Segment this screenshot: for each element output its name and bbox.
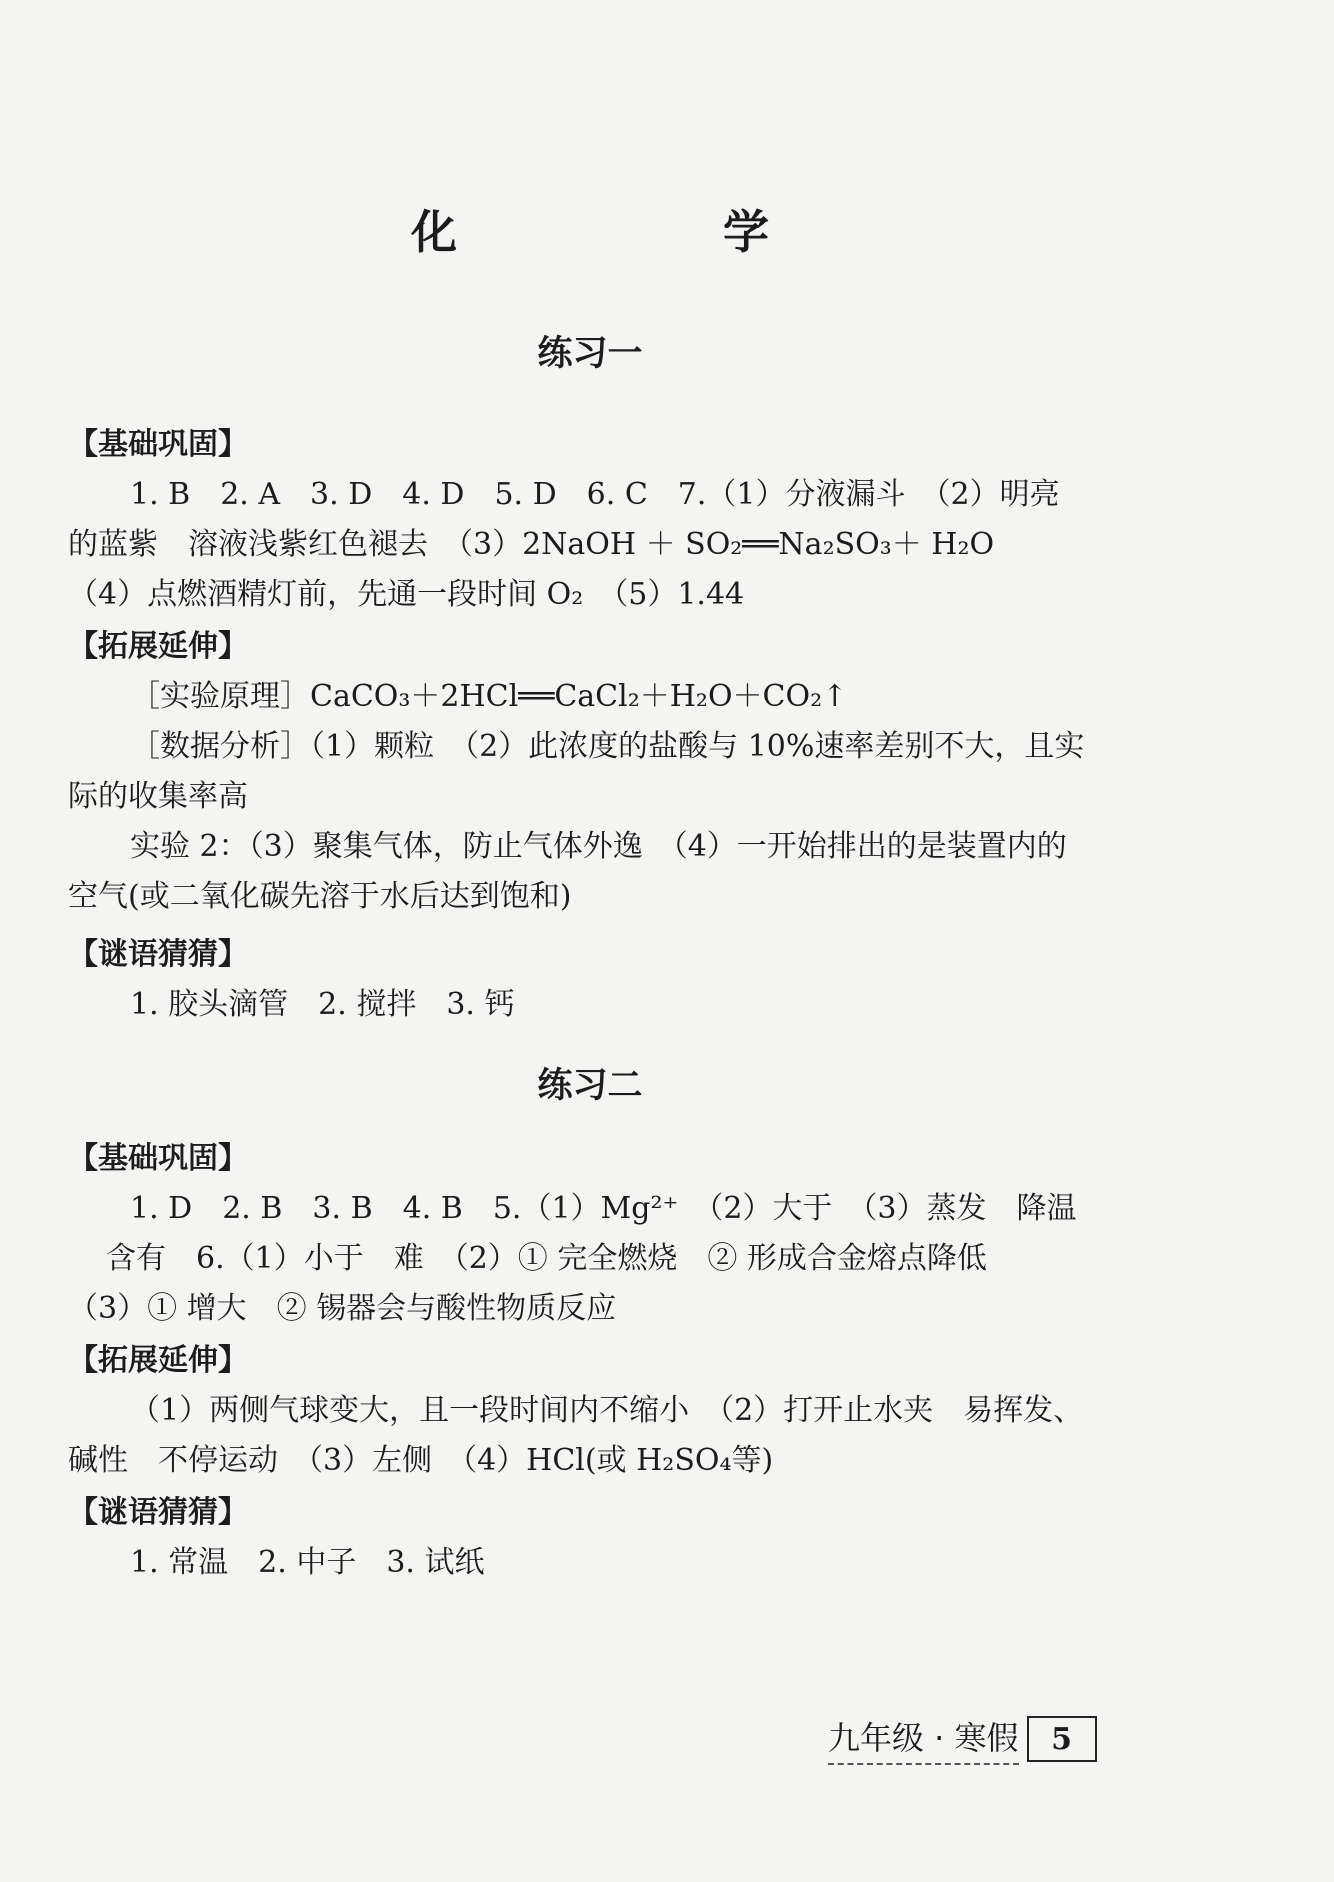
grade-label: 九年级 · 寒假 <box>828 1713 1019 1765</box>
answer-line: 空气(或二氧化碳先溶于水后达到饱和) <box>68 879 572 914</box>
answer-line: 1. 常温 2. 中子 3. 试纸 <box>130 1545 485 1580</box>
section-1-extension <box>68 622 1124 922</box>
answer-line: 的蓝紫 溶液浅紫红色褪去 （3）2NaOH ＋ SO₂══Na₂SO₃＋ H₂O <box>68 527 995 562</box>
heading-riddle: 【谜语猜猜】 <box>68 937 248 972</box>
heading-basic: 【基础巩固】 <box>68 427 248 462</box>
section-2-extension <box>68 1336 1124 1486</box>
answer-line: 实验 2：（3）聚集气体，防止气体外逸 （4）一开始排出的是装置内的 <box>130 829 1067 864</box>
answer-line: 际的收集率高 <box>68 779 248 814</box>
heading-riddle: 【谜语猜猜】 <box>68 1495 248 1530</box>
answer-line: ［实验原理］CaCO₃＋2HCl══CaCl₂＋H₂O＋CO₂↑ <box>130 679 848 714</box>
section-title-1: 练习一 <box>537 334 643 374</box>
answer-line: （3）① 增大 ② 锡器会与酸性物质反应 <box>68 1291 617 1326</box>
page-footer <box>828 1716 1097 1762</box>
section-title-2: 练习二 <box>537 1066 643 1106</box>
subject-title: 化 学 <box>411 205 879 259</box>
answer-line: 1. D 2. B 3. B 4. B 5.（1）Mg²⁺ （2）大于 （3）蒸发 降温 <box>130 1191 1077 1226</box>
heading-extension: 【拓展延伸】 <box>68 1343 248 1378</box>
answer-line: ［数据分析］（1）颗粒 （2）此浓度的盐酸与 10%速率差别不大，且实 <box>130 729 1085 764</box>
answer-line: 1. B 2. A 3. D 4. D 5. D 6. C 7.（1）分液漏斗 （2）明亮 <box>130 477 1060 512</box>
section-1-riddle <box>68 930 1124 1030</box>
answer-line: （1）两侧气球变大，且一段时间内不缩小 （2）打开止水夹 易挥发、 <box>130 1393 1084 1428</box>
answer-line: 碱性 不停运动 （3）左侧 （4）HCl(或 H₂SO₄等) <box>68 1443 774 1478</box>
heading-extension: 【拓展延伸】 <box>68 629 248 664</box>
section-1-basic <box>68 420 1124 620</box>
page-number: 5 <box>1027 1716 1097 1762</box>
answer-line: 1. 胶头滴管 2. 搅拌 3. 钙 <box>130 987 515 1022</box>
answer-line: 含有 6.（1）小于 难 （2）① 完全燃烧 ② 形成合金熔点降低 <box>106 1241 987 1276</box>
answer-line: （4）点燃酒精灯前，先通一段时间 O₂ （5）1.44 <box>68 577 745 612</box>
section-2-riddle <box>68 1488 1124 1588</box>
section-2-basic <box>68 1134 1124 1334</box>
heading-basic: 【基础巩固】 <box>68 1141 248 1176</box>
